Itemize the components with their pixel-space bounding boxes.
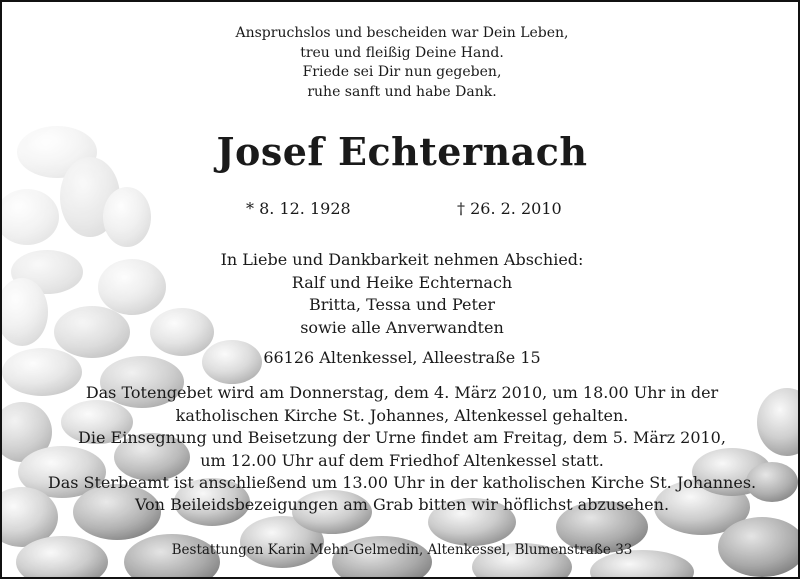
mourners-line: Ralf und Heike Echternach: [291, 272, 513, 292]
memorial-poem: [2, 24, 800, 102]
death-date: † 26. 2. 2010: [457, 199, 562, 218]
poem-line: Anspruchslos und bescheiden war Dein Leben,: [235, 25, 569, 41]
undertaker-credit: Bestattungen Karin Mehn-Gelmedin, Altenkessel, Blumenstraße 33: [171, 542, 633, 558]
family-address: 66126 Altenkessel, Alleestraße 15: [263, 348, 541, 367]
condolence-note: Von Beileidsbezeigungen am Grab bitten wir höflichst abzusehen.: [134, 495, 670, 514]
announcement-line: Das Sterbeamt ist anschließend um 13.00 Uhr in der katholischen Kirche St. Johannes.: [47, 473, 757, 492]
poem-line: ruhe sanft und habe Dank.: [307, 83, 497, 100]
mourners-line: sowie alle Anverwandten: [300, 317, 504, 337]
mourners-list: [2, 249, 800, 339]
announcement-line: Das Totengebet wird am Donnerstag, dem 4. März 2010, um 18.00 Uhr in der: [85, 383, 719, 402]
birth-date: * 8. 12. 1928: [246, 199, 351, 218]
service-announcement: [2, 382, 800, 495]
poem-line: treu und fleißig Deine Hand.: [300, 44, 504, 61]
announcement-line: katholischen Kirche St. Johannes, Altenkessel gehalten.: [175, 405, 629, 425]
mourners-line: Britta, Tessa und Peter: [308, 295, 496, 314]
deceased-name: Josef Echternach: [216, 129, 588, 174]
announcement-line: Die Einsegnung und Beisetzung der Urne findet am Freitag, dem 5. März 2010,: [78, 428, 726, 447]
poem-line: Friede sei Dir nun gegeben,: [302, 64, 502, 80]
mourners-line: In Liebe und Dankbarkeit nehmen Abschied:: [220, 250, 584, 269]
obituary-text: [2, 2, 800, 579]
announcement-line: um 12.00 Uhr auf dem Friedhof Altenkessel statt.: [200, 450, 604, 470]
